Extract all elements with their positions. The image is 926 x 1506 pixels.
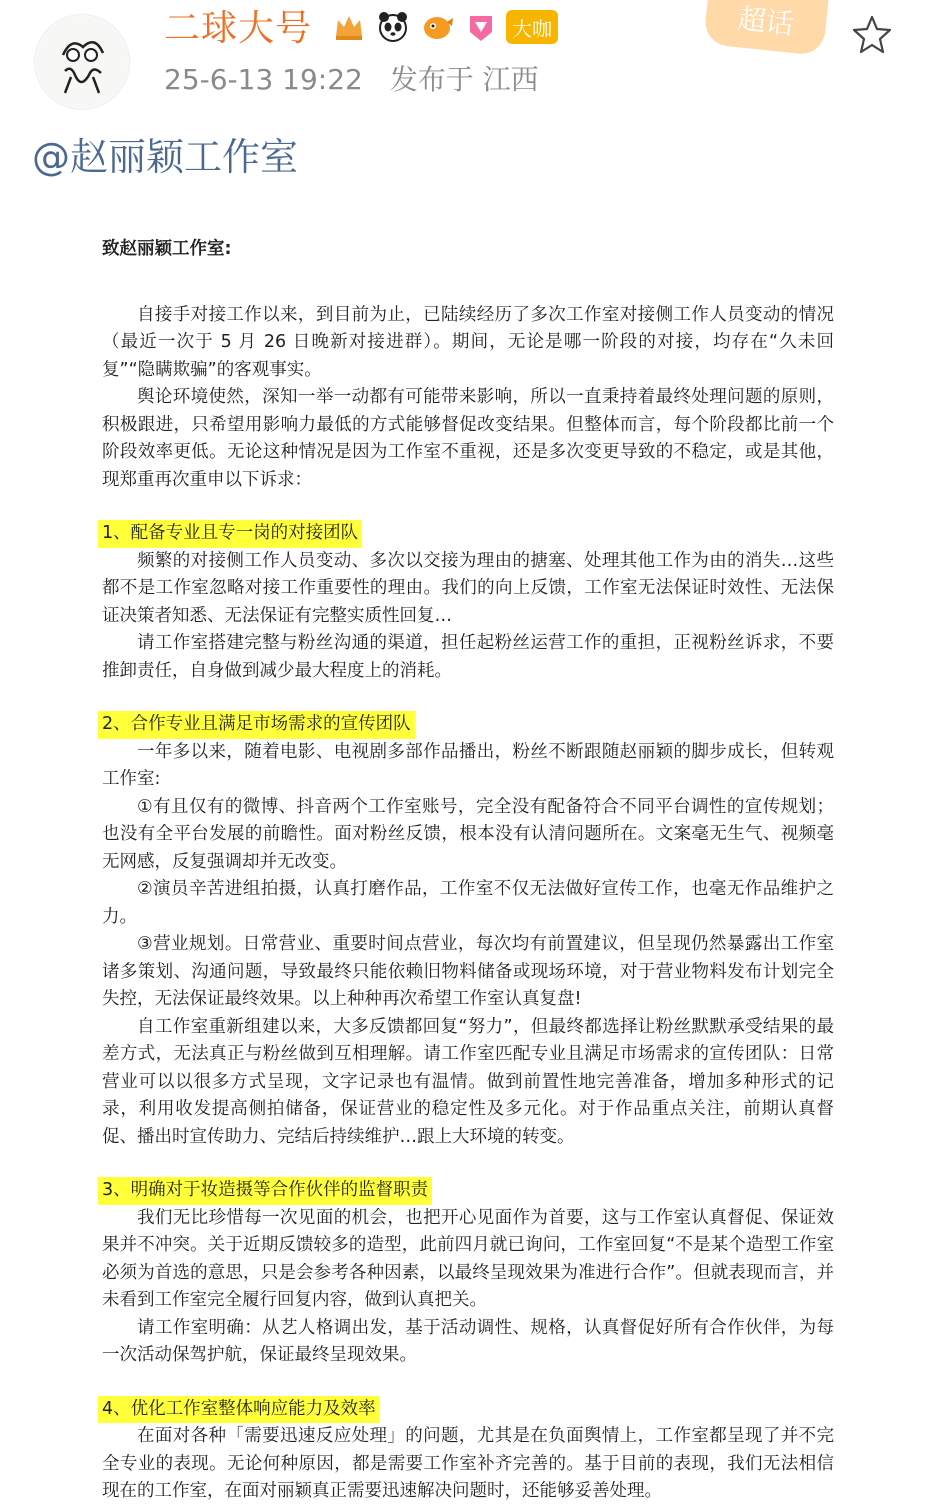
mention-link[interactable]: @赵丽颖工作室 — [32, 135, 299, 179]
vip-daka-badge[interactable]: 大咖 — [506, 10, 558, 44]
intro-paragraph: 舆论环境使然，深知一举一动都有可能带来影响，所以一直秉持着最终处理问题的原则，积极跟进，只希望用影响力最低的方式能够督促改变结果。但整体而言，每个阶段都比前一个阶段效率更低。无论这种情况是因为工作室不重视，还是多次变更导致的不稳定，或是其他，现郑重再次重申以下诉求： — [102, 387, 834, 490]
section1-paragraph: 请工作室搭建完整与粉丝沟通的渠道，担任起粉丝运营工作的重担，正视粉丝诉求，不要推卸责任，自身做到减少最大程度上的消耗。 — [102, 633, 834, 681]
favorite-star-icon[interactable] — [852, 14, 892, 54]
section-heading-4: 4、优化工作室整体响应能力及效率 — [98, 1396, 380, 1424]
section-heading-1: 1、配备专业且专一岗的对接团队 — [98, 520, 362, 548]
section-heading-3: 3、明确对于妆造摄等合作伙伴的监督职责 — [98, 1177, 432, 1205]
supertopic-button[interactable]: 超话 — [703, 0, 829, 56]
section1-paragraph: 频繁的对接侧工作人员变动、多次以交接为理由的搪塞、处理其他工作为由的消失…这些都不是工作室忽略对接工作重要性的理由。我们的向上反馈，工作室无法保证时效性、无法保证决策者知悉、无法保证有完整实质性回复… — [102, 550, 834, 626]
diamond-badge-icon[interactable] — [462, 8, 500, 46]
post-timestamp: 25-6-13 19:22 — [164, 63, 363, 96]
fish-icon[interactable] — [418, 8, 456, 46]
section2-paragraph: ③营业规划。日常营业、重要时间点营业，每次均有前置建议，但呈现仍然暴露出工作室诸多策划、沟通问题，导致最终只能依赖旧物料储备或现场环境，对于营业物料发布计划完全失控，无法保证最终效果。以上种种再次希望工作室认真复盘! — [102, 934, 834, 1009]
post-location: 发布于 江西 — [389, 63, 539, 96]
section2-paragraph: 自工作室重新组建以来，大多反馈都回复“努力”，但最终都选择让粉丝默默承受结果的最差方式，无法真正与粉丝做到互相理解。请工作室匹配专业且满足市场需求的宣传团队：日常营业可以以很多方式呈现，文字记录也有温情。做到前置性地完善准备，增加多种形式的记录，利用收发提高侧拍储备，保证营业的稳定性及多元化。对于作品重点关注，前期认真督促、播出时宣传助力、完结后持续维护…跟上大环境的转变。 — [102, 1016, 834, 1147]
intro-paragraph: 自接手对接工作以来，到目前为止，已陆续经历了多次工作室对接侧工作人员变动的情况（最近一次于 5 月 26 日晚新对接进群）。期间，无论是哪一阶段的对接，均存在“久未回复”“隐瞒欺骗”的客观事实。 — [102, 304, 834, 380]
section4-paragraph: 在面对各种「需要迅速反应处理」的问题，尤其是在负面舆情上，工作室都呈现了并不完全专业的表现。无论何种原因，都是需要工作室补齐完善的。基于目前的表现，我们无法相信现在的工作室，在面对丽颖真正需要迅速解决问题时，还能够妥善处理。 — [102, 1426, 834, 1501]
section-heading-2: 2、合作专业且满足市场需求的宣传团队 — [98, 711, 415, 739]
post-meta — [164, 60, 557, 100]
section3-paragraph: 请工作室明确：从艺人格调出发，基于活动调性、规格，认真督促好所有合作伙伴，为每一次活动保驾护航，保证最终呈现效果。 — [102, 1317, 834, 1365]
section2-paragraph: ②演员辛苦进组拍摄，认真打磨作品，工作室不仅无法做好宣传工作，也毫无作品维护之力。 — [102, 879, 834, 927]
letter-salutation: 致赵丽颖工作室: — [102, 239, 232, 259]
username[interactable]: 二球大号 — [164, 8, 313, 49]
avatar[interactable] — [34, 14, 130, 110]
section2-paragraph: 一年多以来，随着电影、电视剧多部作品播出，粉丝不断跟随赵丽颖的脚步成长，但转观工作室: — [102, 741, 834, 789]
section3-paragraph: 我们无比珍惜每一次见面的机会，也把开心见面作为首要，这与工作室认真督促、保证效果并不冲突。关于近期反馈较多的造型，此前四月就已询问，工作室回复“不是某个造型工作室必须为首选的意思，只是会参考各种因素，以最终呈现效果为准进行合作”。但就表现而言，并未看到工作室完全履行回复内容，做到认真把关。 — [102, 1207, 834, 1310]
panda-icon[interactable] — [374, 8, 412, 46]
crown-icon[interactable] — [330, 8, 368, 46]
user-badges — [330, 8, 558, 46]
section2-paragraph: ①有且仅有的微博、抖音两个工作室账号，完全没有配备符合不同平台调性的宣传规划；也没有全平台发展的前瞻性。面对粉丝反馈，根本没有认清问题所在。文案毫无生气、视频毫无网感，反复强调却并无改变。 — [102, 796, 834, 872]
letter-image — [102, 236, 834, 1506]
avatar-doodle-icon — [35, 15, 129, 109]
